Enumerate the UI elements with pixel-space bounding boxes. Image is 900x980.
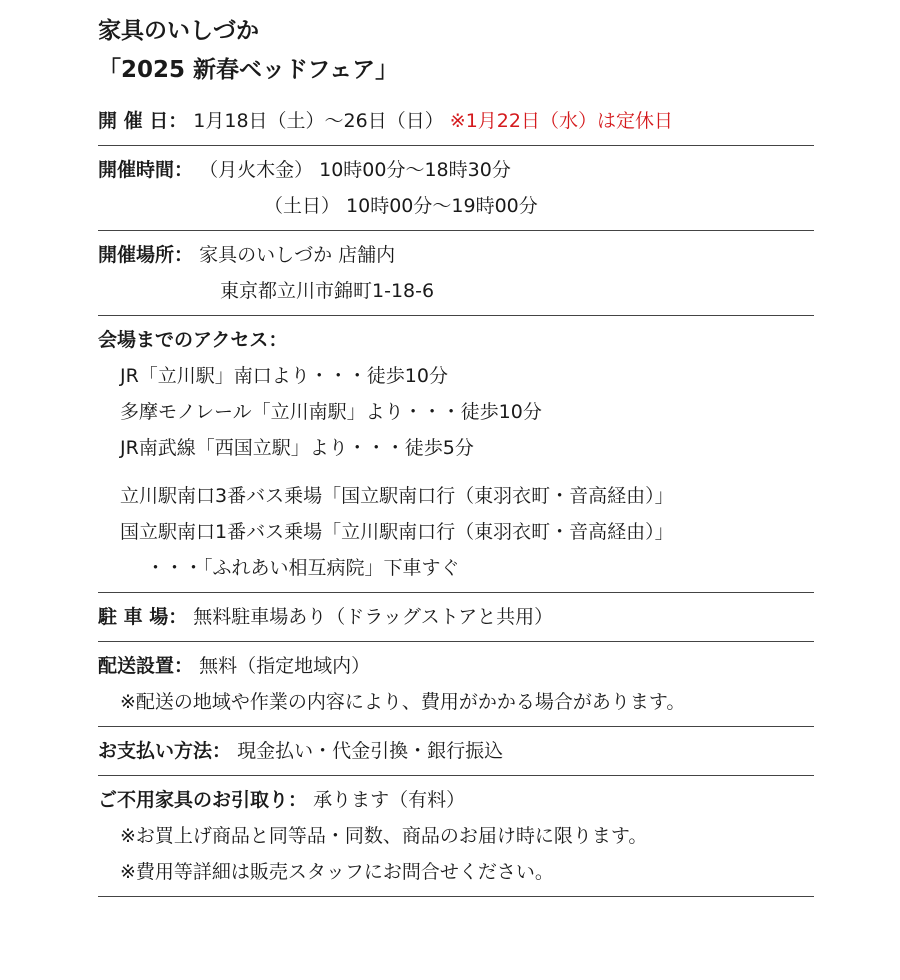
dates-label: 開 催 日 (98, 110, 169, 132)
payment-section (98, 726, 814, 775)
venue-name: 家具のいしづか 店舗内 (199, 244, 396, 266)
delivery-value: 無料（指定地域内） (199, 655, 371, 677)
access-spacer (98, 466, 814, 478)
dates-row (98, 103, 814, 139)
parking-row (98, 599, 814, 635)
hours-section (98, 145, 814, 230)
venue-row-name (98, 237, 814, 273)
hours-row-weekday (98, 152, 814, 188)
delivery-colon: ： (174, 655, 194, 677)
venue-label: 開催場所 (98, 244, 175, 266)
venue-row-address (98, 273, 814, 309)
delivery-note: ※配送の地域や作業の内容により、費用がかかる場合があります。 (120, 691, 686, 713)
hours-colon: ： (174, 159, 194, 181)
access-label: 会場までのアクセス (98, 329, 269, 351)
payment-value: 現金払い・代金引換・銀行振込 (237, 740, 504, 762)
hours-label: 開催時間 (98, 159, 175, 181)
pickup-value: 承ります（有料） (313, 789, 466, 811)
venue-colon: ： (174, 244, 194, 266)
payment-label: お支払い方法 (98, 740, 213, 762)
pickup-row (98, 782, 814, 818)
hours-weekend: （土日） 10時00分～19時00分 (264, 195, 538, 217)
venue-section (98, 230, 814, 315)
store-name: 家具のいしづか (98, 18, 259, 44)
access-train-nambu: JR南武線「西国立駅」より・・・徒歩5分 (120, 437, 474, 459)
hours-weekday: （月火木金） 10時00分～18時30分 (199, 159, 511, 181)
access-bus-tachikawa: 立川駅南口3番バス乗場「国立駅南口行（東羽衣町・音高経由）」 (120, 485, 674, 507)
parking-value: 無料駐車場あり（ドラッグストアと共用） (193, 606, 554, 628)
delivery-row (98, 648, 814, 684)
delivery-section (98, 641, 814, 726)
payment-row (98, 733, 814, 769)
access-train-monorail: 多摩モノレール「立川南駅」より・・・徒歩10分 (120, 401, 542, 423)
flyer-document (98, 12, 814, 897)
pickup-label: ご不用家具のお引取り (98, 789, 289, 811)
flyer-title (98, 12, 814, 90)
pickup-colon: ： (288, 789, 308, 811)
access-bus-stop: ・・・「ふれあい相互病院」下車すぐ (146, 557, 460, 579)
access-heading-row (98, 322, 814, 358)
payment-colon: ： (212, 740, 232, 762)
dates-value: 1月18日（土）～26日（日） (193, 110, 444, 132)
parking-section (98, 592, 814, 641)
parking-label: 駐 車 場 (98, 606, 169, 628)
hours-row-weekend (98, 188, 814, 224)
pickup-note-condition: ※お買上げ商品と同等品・同数、商品のお届け時に限ります。 (120, 825, 648, 847)
access-bus-kunitachi: 国立駅南口1番バス乗場「立川駅南口行（東羽衣町・音高経由）」 (120, 521, 674, 543)
pickup-note-contact: ※費用等詳細は販売スタッフにお問合せください。 (120, 861, 554, 883)
dates-colon: ： (168, 110, 188, 132)
access-section (98, 315, 814, 592)
closed-day-note: ※1月22日（水）は定休日 (449, 110, 673, 132)
access-colon: ： (268, 329, 288, 351)
venue-address: 東京都立川市錦町1-18-6 (220, 280, 435, 302)
delivery-label: 配送設置 (98, 655, 175, 677)
access-train-jr-tachikawa: JR「立川駅」南口より・・・徒歩10分 (120, 365, 448, 387)
pickup-section (98, 775, 814, 896)
event-name: 「2025 新春ベッドフェア」 (98, 57, 399, 83)
dates-section (98, 97, 814, 145)
bottom-divider (98, 896, 814, 897)
parking-colon: ： (168, 606, 188, 628)
